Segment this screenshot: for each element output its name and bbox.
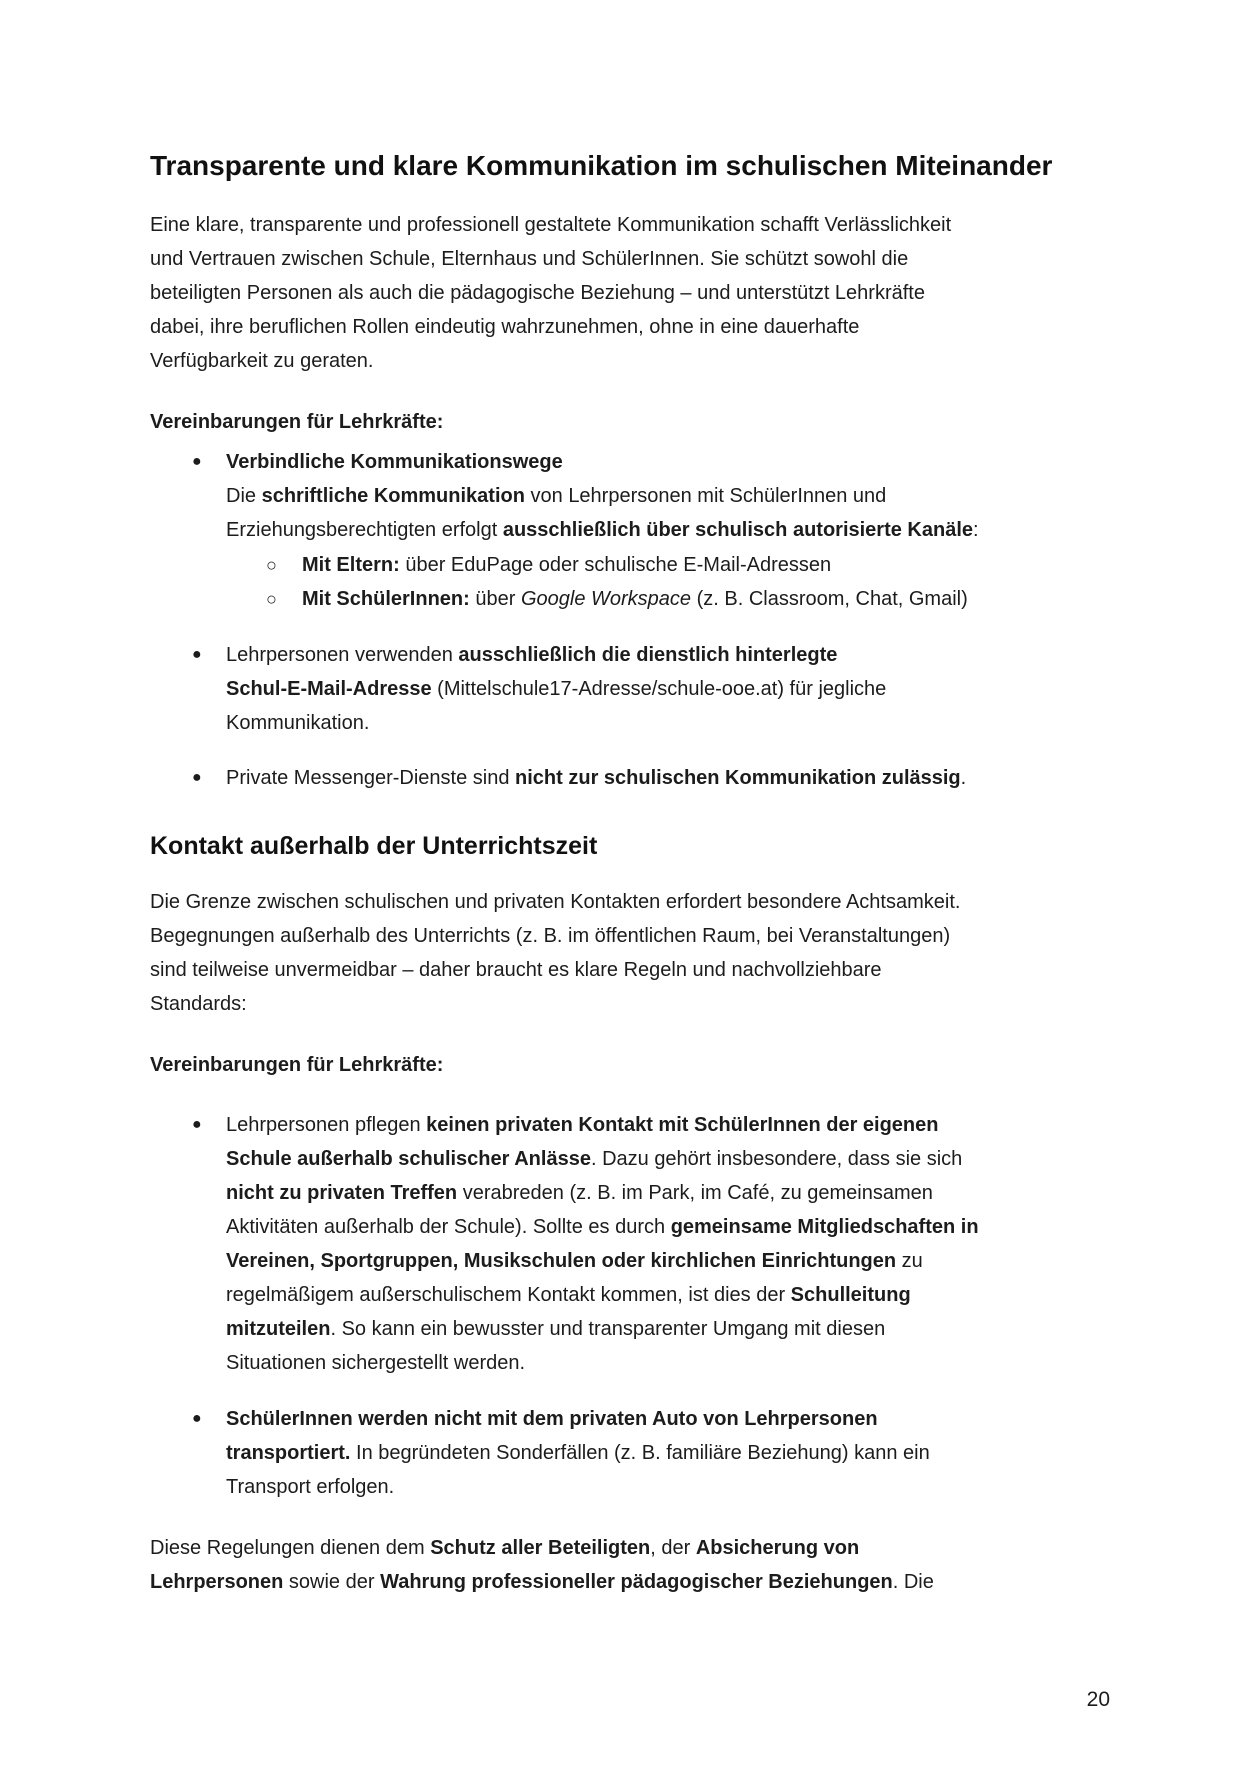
bullet-item [192, 445, 979, 547]
text-segment: Aktivitäten außerhalb der Schule). Sollte es durch [226, 1216, 671, 1238]
bold-text: Vereinen, Sportgruppen, Musikschulen oder kirchlichen Einrichtungen [226, 1250, 897, 1272]
text-segment: Standards: [150, 993, 247, 1015]
bold-text: Mit Eltern: [302, 554, 400, 576]
bold-text: Lehrpersonen [150, 1571, 284, 1593]
text-line [226, 513, 979, 547]
text-segment: zu [896, 1250, 923, 1272]
bold-text: gemeinsame Mitgliedschaften in [670, 1216, 979, 1238]
text-segment: dabei, ihre beruflichen Rollen eindeutig wahrzunehmen, ohne in eine dauerhafte [150, 316, 860, 338]
bold-text: Absicherung von [695, 1537, 860, 1559]
text-line [226, 1436, 930, 1470]
bullet-item [192, 1108, 979, 1380]
text-line [150, 953, 960, 987]
text-line [150, 276, 951, 310]
bold-text: schriftliche Kommunikation [261, 485, 525, 507]
text-segment: Die Grenze zwischen schulischen und privaten Kontakten erfordert besondere Achtsamkeit. [150, 891, 961, 913]
text-segment: . [960, 767, 967, 789]
text-segment: . Die [892, 1571, 934, 1593]
text-segment: Situationen sichergestellt werden. [226, 1352, 526, 1374]
agreements-label: Vereinbarungen für Lehrkräfte: [150, 1054, 444, 1076]
sub-bullet-item [266, 548, 832, 582]
text-segment: In begründeten Sonderfällen (z. B. familiäre Beziehung) kann ein [350, 1442, 930, 1464]
text-segment: , der [650, 1537, 696, 1559]
text-line [226, 1312, 979, 1346]
bullet-item [192, 638, 887, 740]
text-segment: verabreden (z. B. im Park, im Café, zu gemeinsamen [457, 1182, 933, 1204]
text-line [226, 1278, 979, 1312]
page-number: 20 [1086, 1688, 1110, 1711]
bold-text: ausschließlich die dienstlich hinterlegte [458, 644, 838, 666]
text-line [226, 1470, 930, 1504]
text-line [150, 987, 960, 1021]
text-segment: (Mittelschule17-Adresse/schule-ooe.at) für jegliche [431, 678, 887, 700]
bold-text: Schulleitung [790, 1284, 911, 1306]
text-segment: Verfügbarkeit zu geraten. [150, 350, 374, 372]
text-line [226, 479, 979, 513]
agreements-label: Vereinbarungen für Lehrkräfte: [150, 411, 444, 433]
text-segment: über EduPage oder schulische E-Mail-Adressen [399, 554, 832, 576]
closing-paragraph [150, 1531, 934, 1599]
text-line [150, 208, 951, 242]
bold-text: Wahrung professioneller pädagogischer Beziehungen [380, 1571, 893, 1593]
bold-text: Schule außerhalb schulischer Anlässe [226, 1148, 591, 1170]
text-segment: Die [226, 485, 262, 507]
bold-text: nicht zur schulischen Kommunikation zulässig [515, 767, 961, 789]
text-line [226, 672, 886, 706]
bullet-item [192, 761, 967, 795]
circle-bullet-icon: ○ [266, 589, 277, 609]
text-segment: (z. B. Classroom, Chat, Gmail) [691, 588, 968, 610]
sub-bullet-item [266, 582, 968, 616]
text-segment: Diese Regelungen dienen dem [150, 1537, 431, 1559]
text-line [150, 1565, 934, 1599]
intro-paragraph [150, 208, 951, 378]
text-line [150, 1531, 934, 1565]
bold-text: ausschließlich über schulisch autorisierte Kanäle [502, 519, 974, 541]
text-line [302, 582, 968, 616]
text-line [226, 1402, 930, 1436]
bold-text: Schul-E-Mail-Adresse [226, 678, 432, 700]
text-line [226, 1210, 979, 1244]
text-segment: Erziehungsberechtigten erfolgt [226, 519, 503, 541]
text-segment: . So kann ein bewusster und transparenter Umgang mit diesen [330, 1318, 886, 1340]
text-segment: über [469, 588, 521, 610]
text-segment: Private Messenger-Dienste sind [226, 767, 516, 789]
section-heading: Transparente und klare Kommunikation im schulischen Miteinander [150, 150, 1053, 181]
text-segment: und Vertrauen zwischen Schule, Elternhaus und SchülerInnen. Sie schützt sowohl die [150, 248, 909, 270]
bold-text: Schutz aller Beteiligten [430, 1537, 651, 1559]
bold-text: Verbindliche Kommunikationswege [226, 451, 563, 473]
text-segment: Kommunikation. [226, 712, 370, 734]
bullet-icon: ● [192, 1116, 202, 1133]
circle-bullet-icon: ○ [266, 555, 277, 575]
text-segment: Begegnungen außerhalb des Unterrichts (z. B. im öffentlichen Raum, bei Veranstaltungen) [150, 925, 951, 947]
text-line [226, 445, 979, 479]
text-line [150, 310, 951, 344]
text-segment: . Dazu gehört insbesondere, dass sie sich [590, 1148, 963, 1170]
text-line [226, 638, 886, 672]
text-segment: Eine klare, transparente und professionell gestaltete Kommunikation schafft Verlässlichkeit [150, 214, 952, 236]
text-line [226, 761, 966, 795]
bold-text: SchülerInnen werden nicht mit dem privaten Auto von Lehrpersonen [226, 1408, 878, 1430]
text-line [226, 1108, 979, 1142]
text-segment: beteiligten Personen als auch die pädagogische Beziehung – und unterstützt Lehrkräfte [150, 282, 925, 304]
text-line [226, 1176, 979, 1210]
text-segment: sind teilweise unvermeidbar – daher braucht es klare Regeln und nachvollziehbare [150, 959, 882, 981]
text-line [150, 885, 960, 919]
bullet-item [192, 1402, 930, 1504]
text-line [226, 1142, 979, 1176]
bullet-icon: ● [192, 769, 202, 786]
text-segment: Lehrpersonen pflegen [226, 1114, 427, 1136]
italic-text: Google Workspace [520, 588, 692, 610]
text-line [150, 344, 951, 378]
text-segment: sowie der [283, 1571, 381, 1593]
text-segment: Transport erfolgen. [226, 1476, 395, 1498]
text-line [150, 919, 960, 953]
text-line [226, 1244, 979, 1278]
bold-text: nicht zu privaten Treffen [226, 1182, 458, 1204]
bullet-icon: ● [192, 1410, 202, 1427]
text-line [226, 1346, 979, 1380]
text-segment: Lehrpersonen verwenden [226, 644, 459, 666]
text-line [226, 706, 886, 740]
text-segment: von Lehrpersonen mit SchülerInnen und [524, 485, 887, 507]
text-segment: regelmäßigem außerschulischem Kontakt kommen, ist dies der [226, 1284, 791, 1306]
text-line [150, 242, 951, 276]
bold-text: Mit SchülerInnen: [302, 588, 470, 610]
bold-text: keinen privaten Kontakt mit SchülerInnen der eigenen [426, 1114, 939, 1136]
text-segment: : [973, 519, 979, 541]
section-heading: Kontakt außerhalb der Unterrichtszeit [150, 832, 598, 860]
bold-text: mitzuteilen [226, 1318, 331, 1340]
text-line [302, 548, 831, 582]
bold-text: transportiert. [226, 1442, 351, 1464]
contact-paragraph [150, 885, 960, 1021]
bullet-icon: ● [192, 453, 202, 470]
bullet-icon: ● [192, 646, 202, 663]
